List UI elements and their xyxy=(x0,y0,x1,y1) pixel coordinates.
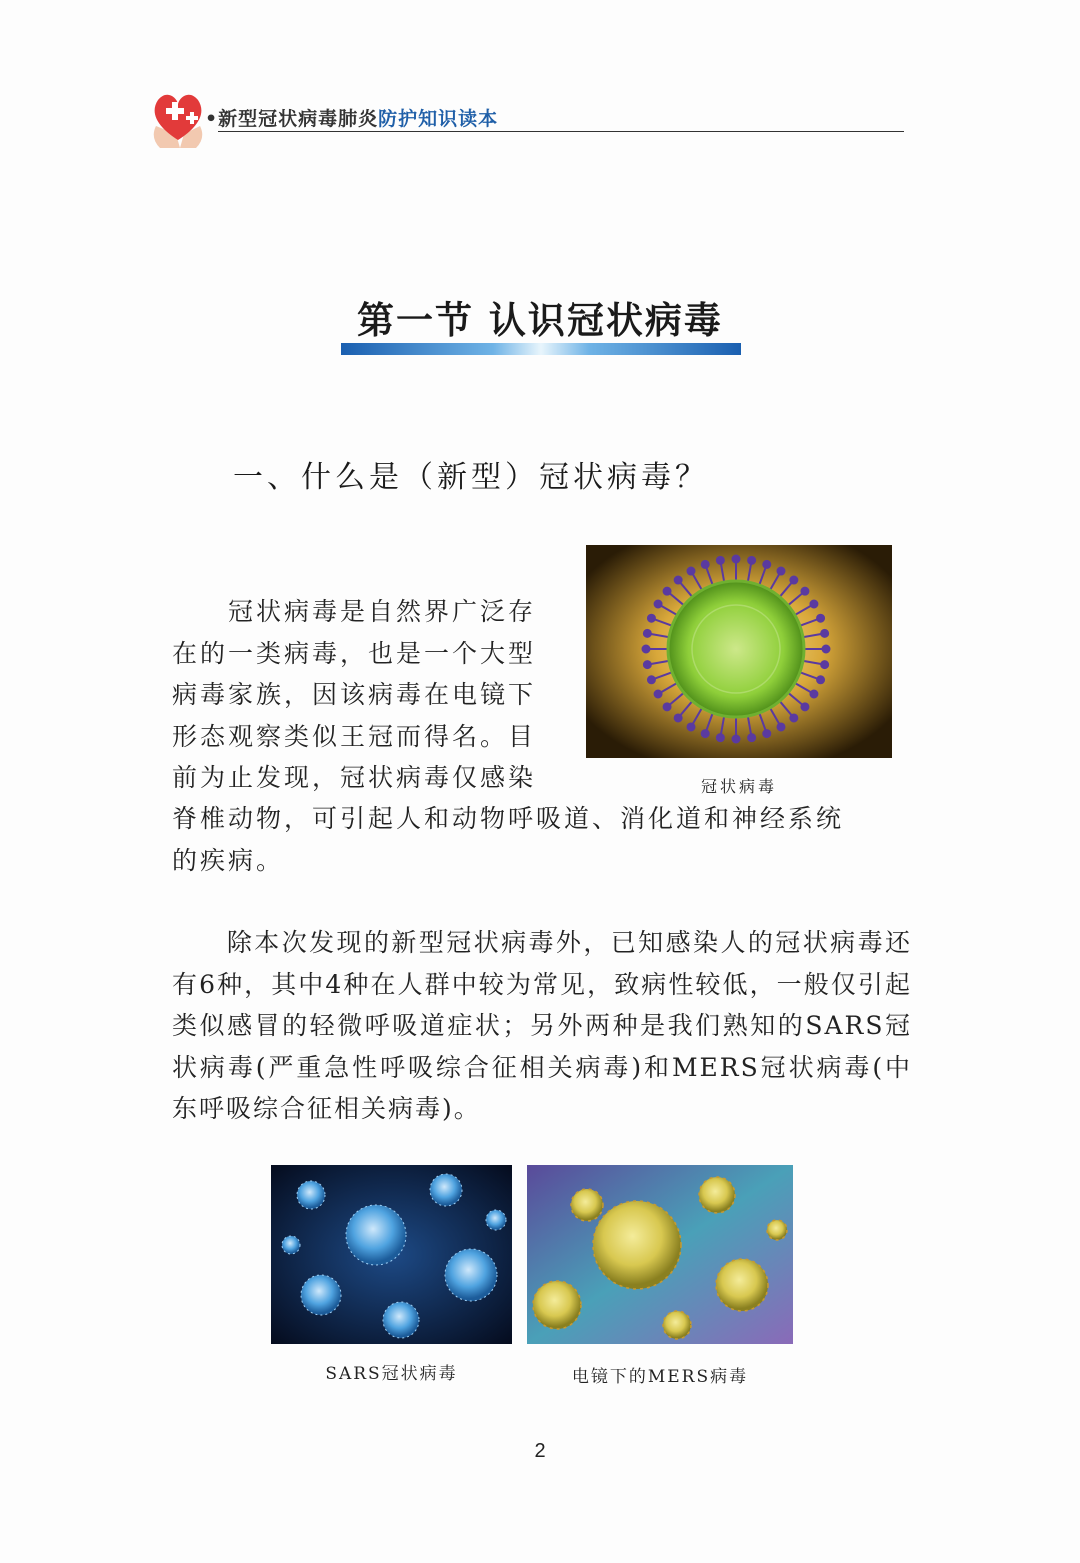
virus-spike-tip xyxy=(655,601,662,608)
header-divider xyxy=(218,131,904,132)
virus-spike-tip xyxy=(763,730,770,737)
section-title: 第一节 认识冠状病毒 xyxy=(357,299,723,342)
virus-spike-tip xyxy=(644,630,651,637)
virus-spike-tip xyxy=(778,723,785,730)
virus-spike-tip xyxy=(675,577,682,584)
figure-caption: SARS冠状病毒 xyxy=(325,1364,458,1384)
virus-spike-tip xyxy=(817,676,824,683)
heart-hands-logo-icon xyxy=(146,86,210,152)
virus-spike-tip xyxy=(778,568,785,575)
virus-spike-tip xyxy=(655,691,662,698)
virus-spike-tip xyxy=(733,556,740,563)
virus-spike-tip xyxy=(748,734,755,741)
question-heading: 一、什么是（新型）冠状病毒？ xyxy=(233,460,709,495)
paragraph-1-wrapped xyxy=(172,591,572,799)
virus-spike-tip xyxy=(688,568,695,575)
virus-spike-tip xyxy=(801,588,808,595)
paragraph-line: 的疾病。 xyxy=(172,845,285,875)
virus-spike-tip xyxy=(644,661,651,668)
header-title-part2: 防护知识读本 xyxy=(378,108,499,130)
virus-spike-tip xyxy=(675,714,682,721)
virus-spike-tip xyxy=(733,736,740,743)
virus-spike-tip xyxy=(643,646,650,653)
virus-spike-tip xyxy=(717,734,724,741)
virus-spike-tip xyxy=(717,557,724,564)
virus-spike-tip xyxy=(748,557,755,564)
paragraph-line: 冠状病毒是自然界广泛存 xyxy=(172,597,537,626)
paragraph-line: 形态观察类似王冠而得名。目 xyxy=(172,721,537,751)
virus-spike-tip xyxy=(688,723,695,730)
sars-virus-image xyxy=(271,1165,512,1344)
paragraph-line: 脊椎动物，可引起人和动物呼吸道、消化道和神经系统 xyxy=(172,804,845,833)
virus-spike-tip xyxy=(664,703,671,710)
virus-spike-tip xyxy=(648,615,655,622)
paragraph-1-full xyxy=(172,798,912,881)
virus-spike-tip xyxy=(702,730,709,737)
coronavirus-image xyxy=(586,545,892,758)
virus-spike-tip xyxy=(817,615,824,622)
virus-spike-tip xyxy=(790,577,797,584)
virus-spike-tip xyxy=(821,661,828,668)
virus-spike-tip xyxy=(810,601,817,608)
virus-spike-tip xyxy=(801,703,808,710)
virus-spike-tip xyxy=(664,588,671,595)
virus-spike-tip xyxy=(810,691,817,698)
virus-spike-tip xyxy=(821,630,828,637)
virus-spike-tip xyxy=(648,676,655,683)
header-title xyxy=(205,104,498,131)
mers-virus-image xyxy=(527,1165,793,1344)
figure-caption: 冠状病毒 xyxy=(700,777,777,796)
virus-spike-tip xyxy=(790,714,797,721)
virus-spike-tip xyxy=(702,561,709,568)
virus-spike-tip xyxy=(823,646,830,653)
figure-caption: 电镜下的MERS病毒 xyxy=(571,1367,749,1387)
header-title-part1: •新型冠状病毒肺炎 xyxy=(205,108,379,130)
paragraph-2: 除本次发现的新型冠状病毒外，已知感染人的冠状病毒还有6种，其中4种在人群中较为常见，致病性较低，一般仅引起类似感冒的轻微呼吸道症状；另外两种是我们熟知的SARS冠状病毒(严重急性呼吸综合征相关病毒)和MERS冠状病毒(中东呼吸综合征相关病毒)。 xyxy=(172,928,912,1123)
page-number: 2 xyxy=(534,1440,546,1462)
paragraph-line: 病毒家族，因该病毒在电镜下 xyxy=(172,680,537,709)
paragraph-line: 前为止发现，冠状病毒仅感染 xyxy=(172,763,537,792)
section-title-underline xyxy=(341,343,741,355)
paragraph-line: 在的一类病毒，也是一个大型 xyxy=(172,638,537,668)
virus-spike-tip xyxy=(763,561,770,568)
